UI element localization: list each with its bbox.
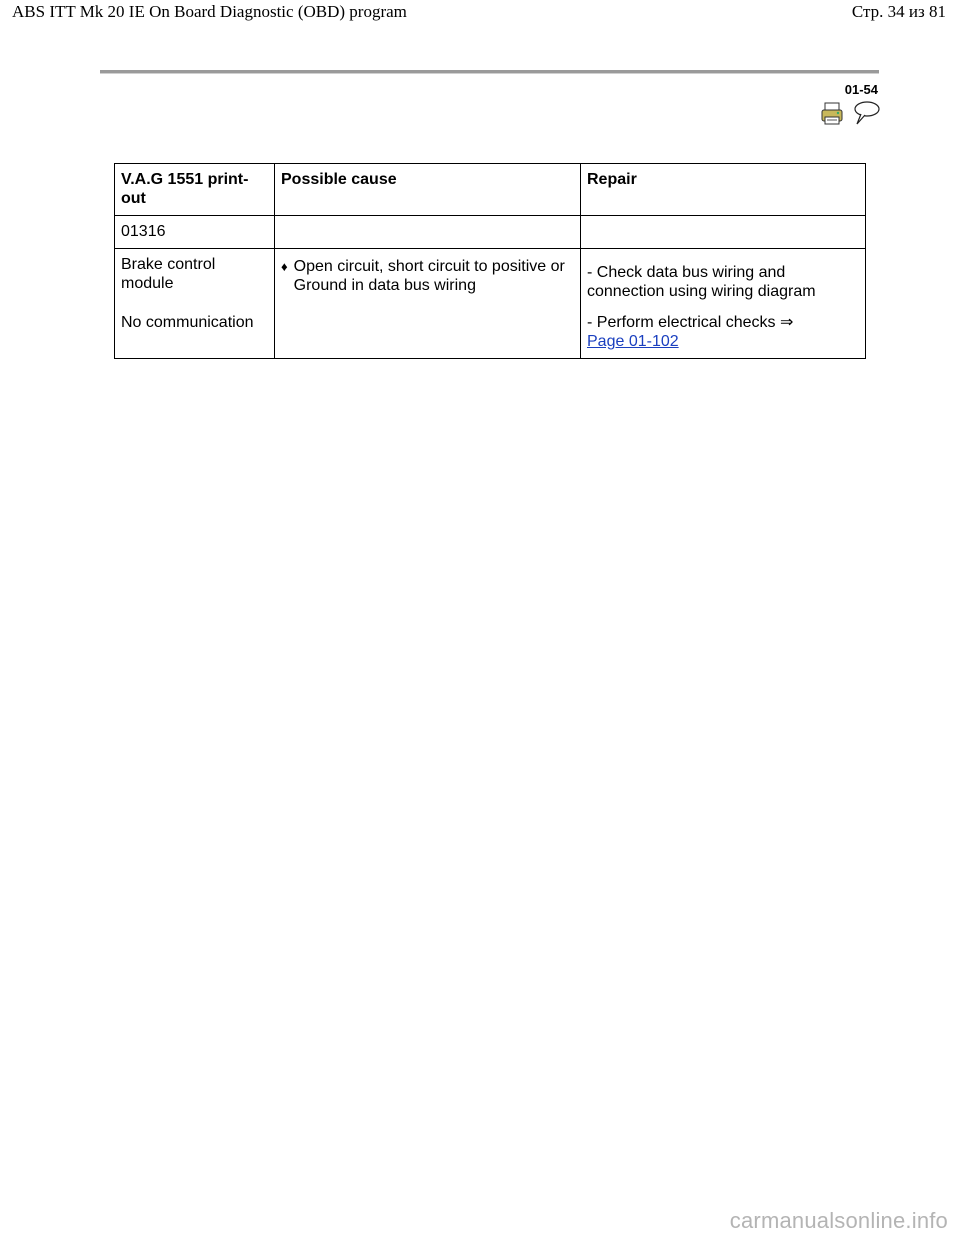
speech-bubble-icon[interactable] [852,100,880,126]
printout-cell [115,249,275,359]
repair-step-2-text: - Perform electrical checks ⇒ [587,314,794,331]
fault-code-cell: 01316 [115,216,275,249]
repair-step-2 [587,313,859,351]
page-reference-link[interactable]: Page 01-102 [587,333,679,350]
table-row [115,249,866,359]
table-row [115,216,866,249]
repair-cell [581,249,866,359]
header-rule [100,70,879,74]
document-title: ABS ITT Mk 20 IE On Board Diagnostic (OBD) program [12,2,407,21]
empty-cell [275,216,581,249]
diamond-bullet-icon: ♦ [281,259,288,274]
column-header-cause: Possible cause [275,164,581,216]
column-header-printout: V.A.G 1551 print-out [115,164,275,216]
diagnostic-table [114,163,866,359]
component-text: Brake control module [121,256,216,292]
condition-text: No communication [121,314,254,331]
cause-list-item [281,257,574,295]
cause-cell [275,249,581,359]
table-header-row [115,164,866,216]
page-indicator: Стр. 34 из 81 [851,2,946,21]
column-header-repair: Repair [581,164,866,216]
empty-cell [581,216,866,249]
site-watermark: carmanualsonline.info [729,1208,948,1233]
printer-icon[interactable] [820,100,844,126]
repair-step-1: - Check data bus wiring and connection using wiring diagram [587,264,816,300]
page-actions [820,100,880,126]
cause-text: Open circuit, short circuit to positive or Ground in data bus wiring [293,258,565,294]
page-code: 01-54 [844,82,878,97]
